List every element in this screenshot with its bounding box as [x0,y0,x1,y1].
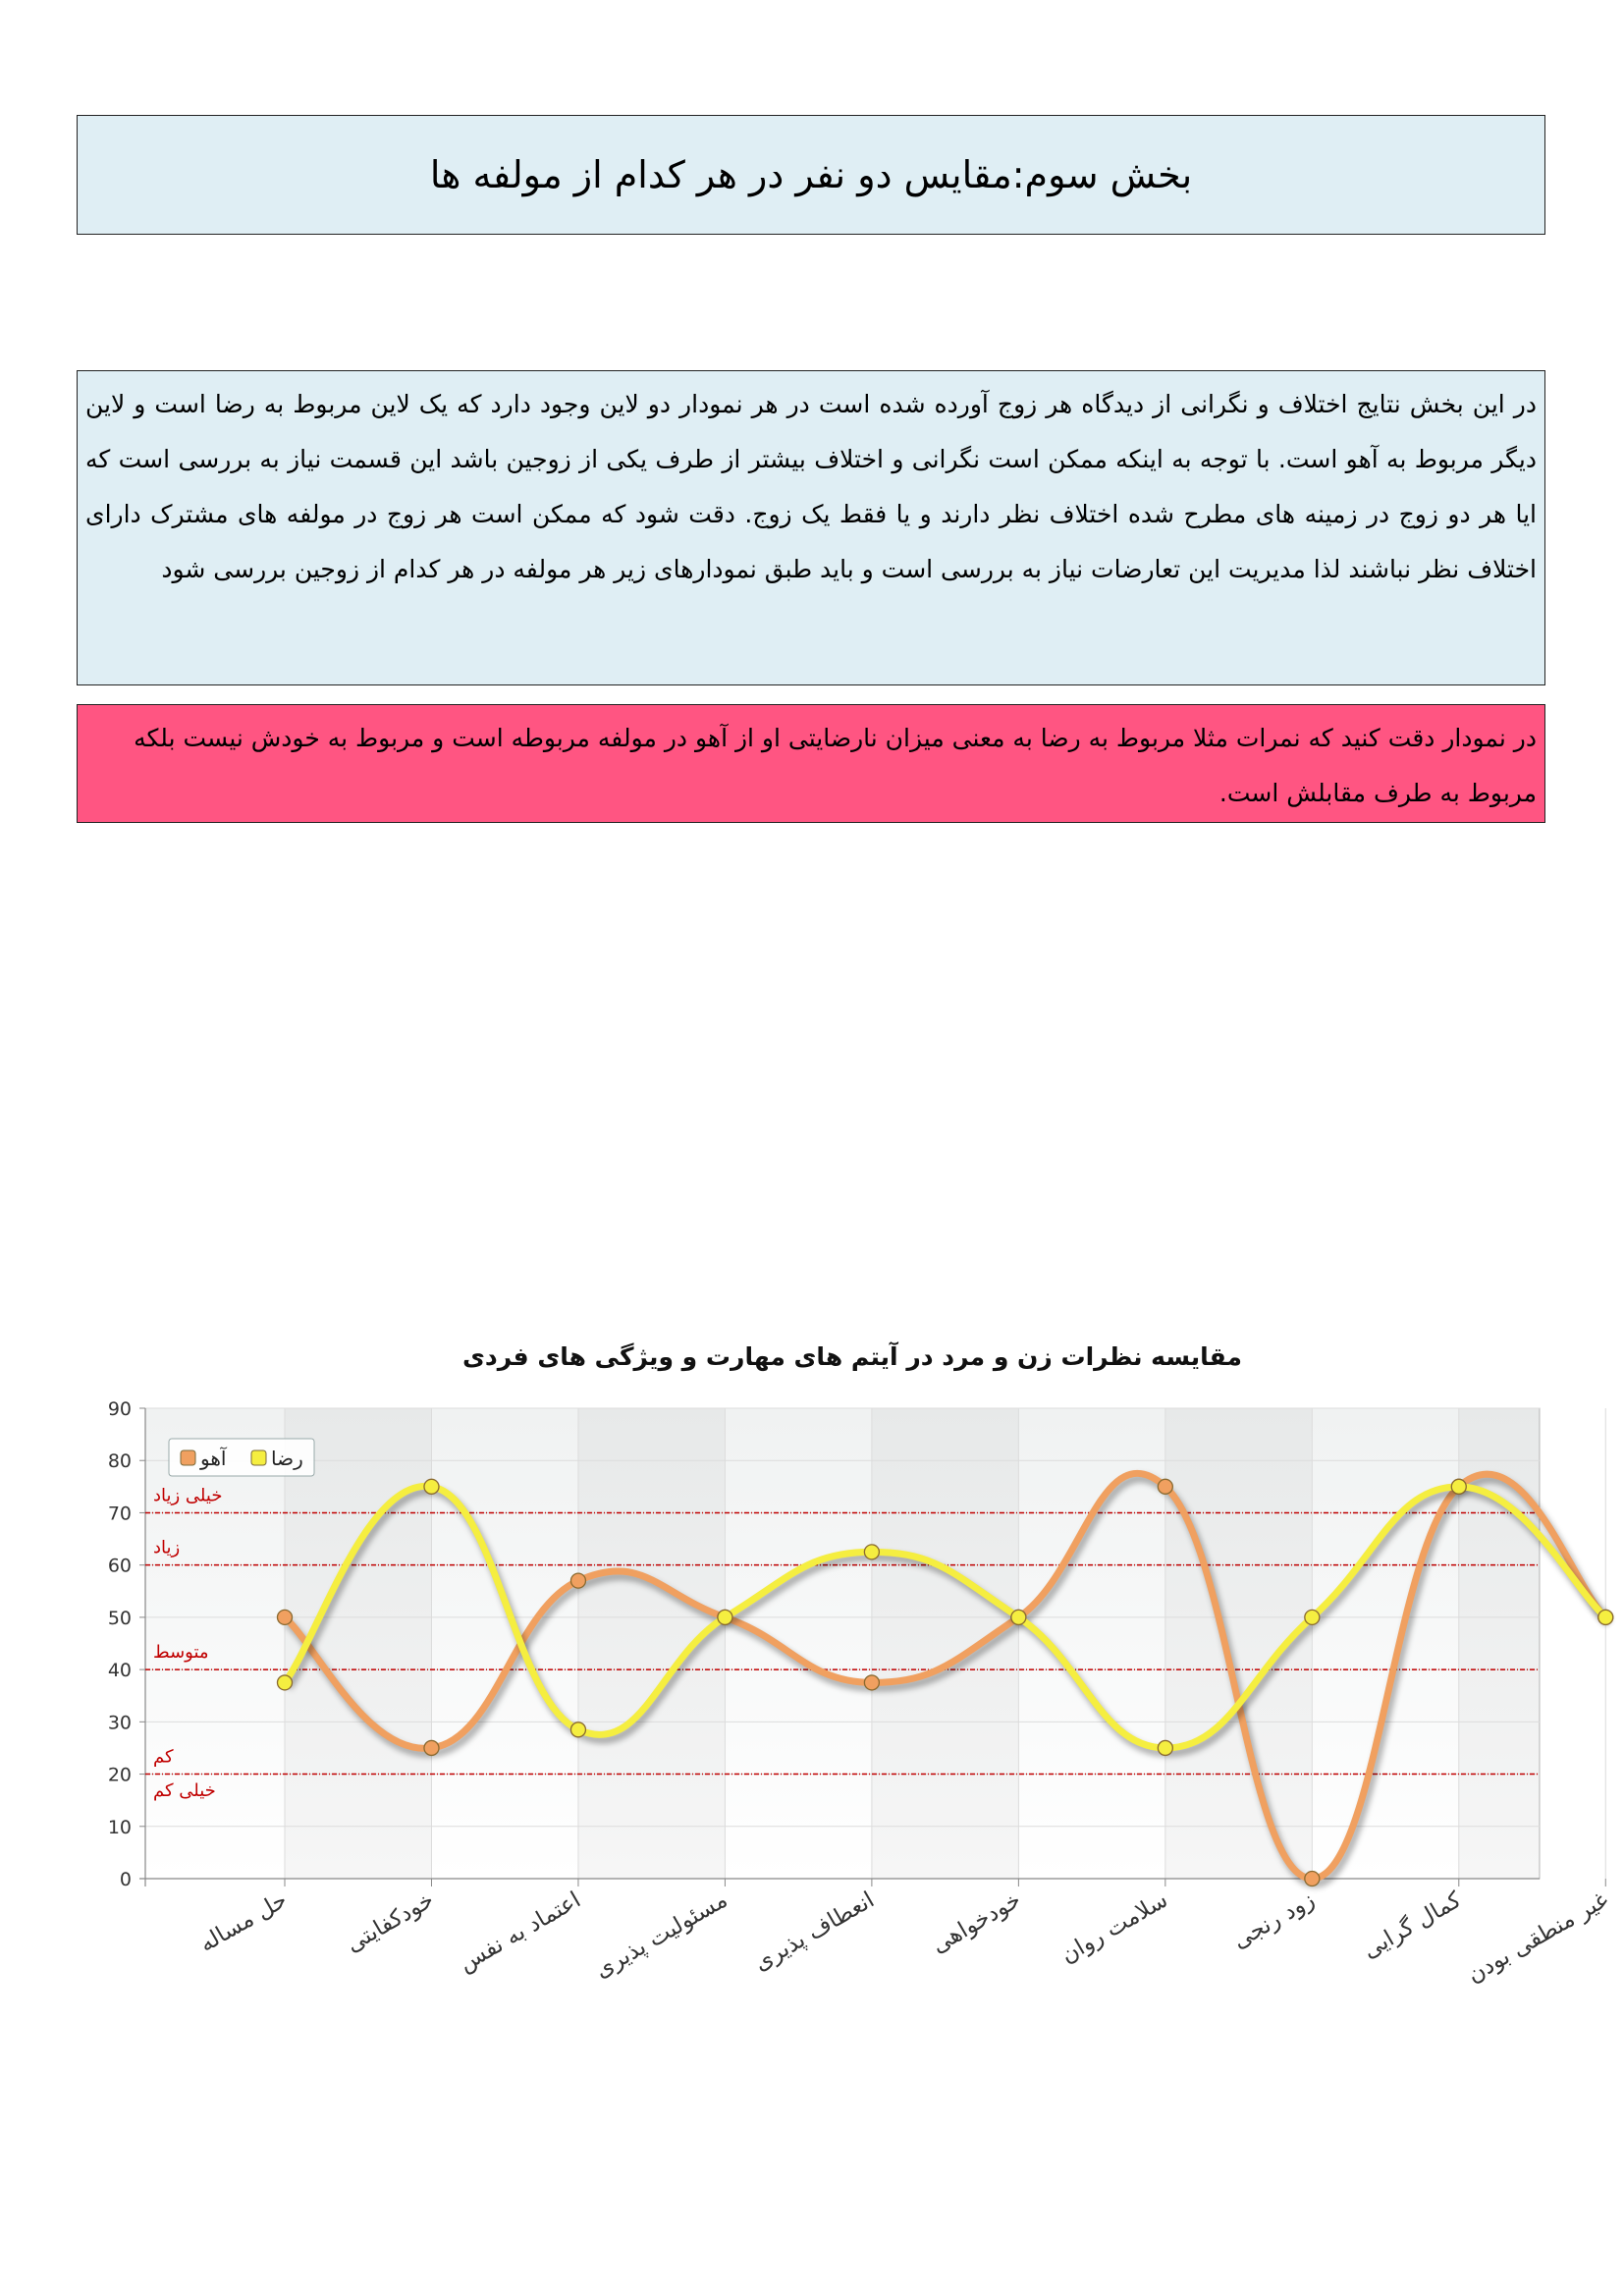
reference-label: خیلی زیاد [153,1485,223,1506]
y-tick-label: 90 [107,1398,132,1420]
data-point [864,1675,879,1690]
y-tick-label: 10 [107,1816,132,1838]
intro-paragraph: در این بخش نتایج اختلاف و نگرانی از دیدگاه هر زوج آورده شده است در هر نمودار دو لاین وجود دارد که یک لاین مربوط به رضا است و لاین دیگر مربوط به آهو است. با توجه به اینکه ممکن است نگرانی و اختلاف بیشتر از طرف یکی از زوجین باشد این قسمت نیاز به بررسی است که ایا هر دو زوج در زمینه های مطرح شده اختلاف نظر دارند و یا فقط یک زوج. دقت شود که ممکن است هر زوج در مولفه های مشترک دارای اختلاف نظر نباشند لذا مدیریت این تعارضات نیاز به بررسی است و باید طبق نمودارهای زیر هر مولفه در هر کدام از زوجین بررسی شود [77,370,1545,685]
y-tick-label: 60 [107,1555,132,1577]
legend-label: رضا [271,1447,303,1470]
data-point [718,1610,732,1624]
data-point [278,1675,293,1690]
x-category-label: سلامت روان [1056,1886,1172,1969]
y-tick-label: 80 [107,1450,132,1473]
data-point [864,1545,879,1559]
legend [169,1439,314,1476]
x-category-label: مسئولیت پذیری [590,1886,732,1984]
reference-label: زیاد [153,1537,181,1558]
x-category-label: خودکفایتی [342,1886,439,1958]
y-tick-label: 70 [107,1503,132,1525]
legend-swatch [251,1450,266,1465]
data-point [570,1722,585,1737]
warning-note: در نمودار دقت کنید که نمرات مثلا مربوط به رضا به معنی میزان نارضایتی او از آهو در مولفه مربوطه است و مربوط به خودش نیست بلکه مربوط به طرف مقابلش است. [77,704,1545,823]
x-category-label: کمال گرایی [1358,1886,1466,1964]
y-tick-label: 30 [107,1712,132,1734]
x-category-label: خودخواهی [927,1886,1026,1959]
reference-label: متوسط [153,1642,209,1664]
reference-label: کم [153,1746,174,1768]
data-point [1305,1872,1320,1886]
data-point [1598,1610,1613,1624]
data-point [570,1573,585,1588]
data-point [424,1479,439,1494]
reference-label: خیلی کم [153,1780,216,1801]
section-title-box [77,115,1545,235]
x-category-label: انعطاف پذیری [749,1886,879,1977]
x-category-label: زود رنجی [1228,1886,1320,1954]
data-point [1305,1610,1320,1624]
data-point [1158,1479,1172,1494]
data-point [1011,1610,1026,1624]
legend-swatch [181,1450,195,1465]
legend-label: آهو [200,1447,227,1470]
section-title: بخش سوم:مقایس دو نفر در هر کدام از مولفه ها [429,153,1193,196]
comparison-chart [88,1326,1613,2013]
chart-svg [88,1326,1613,2013]
data-point [1158,1740,1172,1755]
y-tick-label: 0 [119,1869,132,1890]
chart-title: مقایسه نظرات زن و مرد در آیتم های مهارت و ویژگی های فردی [461,1342,1243,1371]
x-category-label: اعتماد به نفس [455,1886,585,1978]
data-point [424,1740,439,1755]
y-tick-label: 50 [107,1607,132,1629]
y-tick-label: 40 [107,1660,132,1682]
data-point [278,1610,293,1624]
x-category-label: حل مساله [195,1886,292,1958]
x-category-label: غیر منطقی بودن [1463,1886,1613,1989]
y-tick-label: 20 [107,1764,132,1786]
data-point [1451,1479,1466,1494]
